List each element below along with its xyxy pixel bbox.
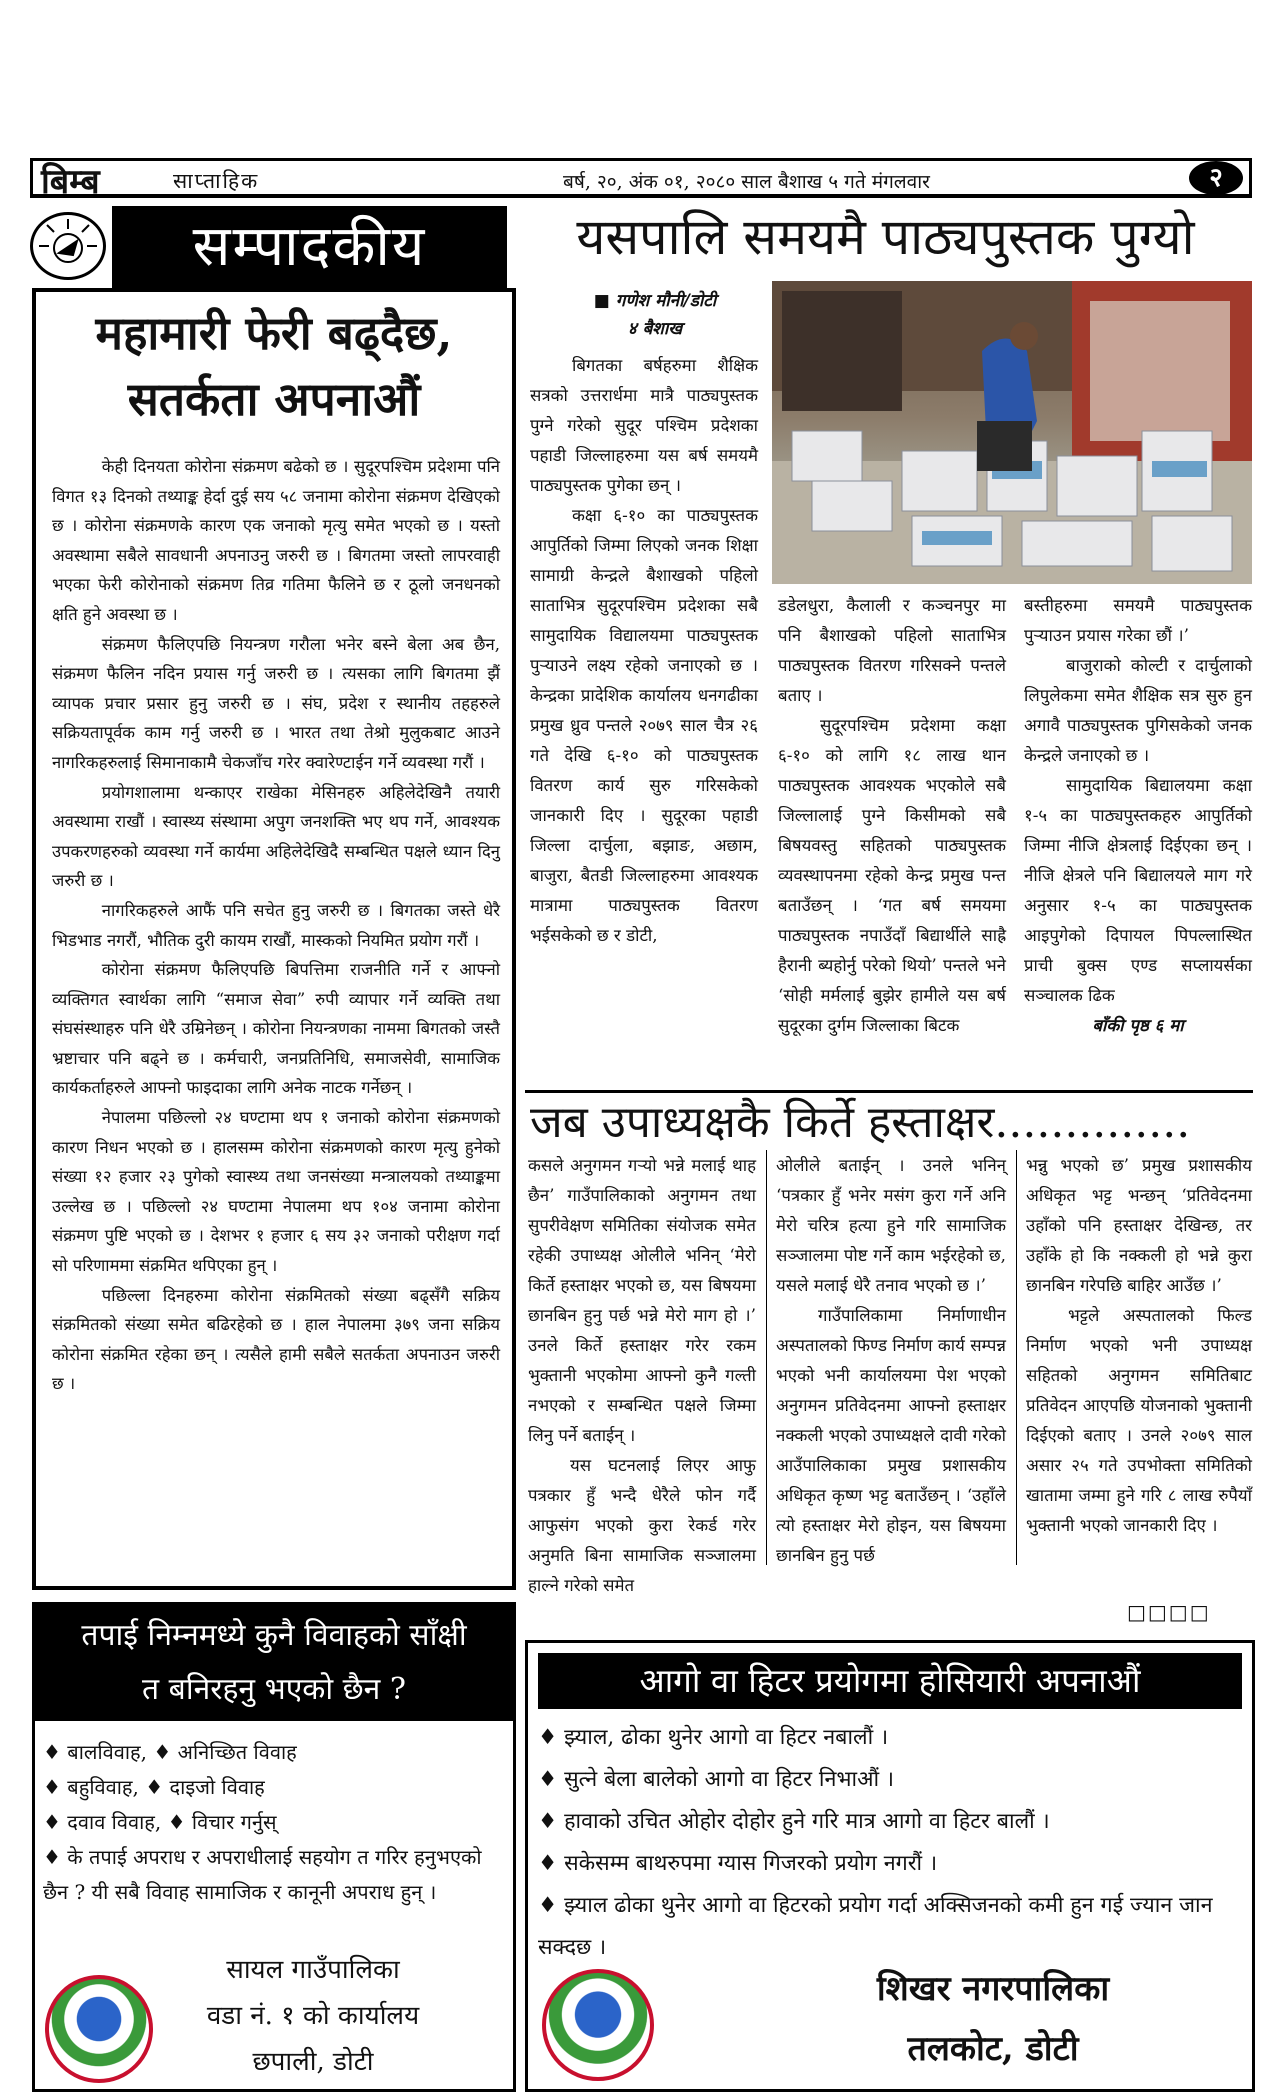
masthead xyxy=(30,158,1252,202)
editorial-paragraph: नागरिकहरुले आफैं पनि सचेत हुनु जरुरी छ । बिगतका जस्ते धेरै भिडभाड नगरौं, भौतिक दुरी कायम राखौं, मास्कको नियमित प्रयोग गरौं । xyxy=(52,900,500,950)
marriage-notice-heading-line1: तपाई निम्नमध्ये कुनै विवाहको साँक्षी xyxy=(81,1618,467,1653)
office-name: शिखर नगरपालिका xyxy=(876,1969,1110,2009)
column-rule xyxy=(1016,1150,1017,1565)
editorial-box xyxy=(32,288,516,1590)
list-item: ♦ हावाको उचित ओहोर दोहोर हुने गरि मात्र आगो वा हिटर बालौं । xyxy=(538,1809,1050,1834)
office-ward: वडा नं. १ को कार्यालय xyxy=(206,2001,420,2031)
editorial-paragraph: प्रयोगशालामा थन्काएर राखेका मेसिनहरु अहिलेदेखिनै तयारी अवस्थामा राखौं । स्वास्थ्य संस्थामा अपुग जनशक्ति भए थप गर्ने, आवश्यक उपकरणहरुको व्यवस्था गर्ने कार्यमा अहिलेदेखिदै सम्बन्धित पक्षले ध्यान दिनु जरुरी छ । xyxy=(52,782,500,891)
story2-column-1 xyxy=(528,1150,756,1600)
marriage-notice-heading xyxy=(35,1605,513,1721)
lead-story-paragraph: बिगतका बर्षहरुमा शैक्षिक सत्रको उत्तरार्धमा मात्रै पाठ्यपुस्तक पुग्ने गरेको सुदूर पश्चिम प्रदेशका पहाडी जिल्लाहरुमा यस बर्ष समयमै पाठ्यपुस्तक पुगेका छन् । xyxy=(530,355,758,495)
list-item: ♦ सकेसम्म बाथरुपमा ग्यास गिजरको प्रयोग नगरौं । xyxy=(538,1851,938,1876)
list-item: ♦ बहुविवाह, ♦ दाइजो विवाह xyxy=(43,1775,265,1799)
municipality-seal-icon xyxy=(542,1969,654,2081)
lead-story-column-2 xyxy=(778,590,1006,1040)
lead-story-paragraph: सामुदायिक बिद्यालयमा कक्षा १-५ का पाठ्यपुस्तकहरु आपुर्तिको जिम्मा नीजि क्षेत्रलाई दिईएका छन् । नीजि क्षेत्रले पनि बिद्यालयले माग गरे अनुसार १-५ का पाठ्यपुस्तक आइपुगेको दिपायल पिपल्लास्थित प्राची बुक्स एण्ड सप्लायर्सका सञ्चालक ढिक xyxy=(1024,775,1252,1005)
ward-office-signature xyxy=(135,1947,491,2085)
story2-paragraph: यस घटनलाई लिएर आफु पत्रकार हुँ भन्दै धेरैले फोन गर्दै आफुसंग भएको कुरा रेकर्ड गरेर अनुमति बिना सामाजिक सञ्जालमा हाल्ने गरेको समेत xyxy=(528,1455,756,1595)
byline xyxy=(550,287,760,343)
list-item: ♦ सुत्ने बेला बालेको आगो वा हिटर निभाऔं । xyxy=(538,1767,895,1792)
editorial-body xyxy=(52,452,500,1399)
newspaper-logo: बिम्ब xyxy=(41,162,100,202)
marriage-notice-list xyxy=(43,1735,509,1910)
lead-story-column-1 xyxy=(530,350,758,950)
fire-safety-list xyxy=(538,1717,1244,1969)
story2-column-2 xyxy=(776,1150,1006,1570)
editorial-paragraph: कोरोना संक्रमण फैलिएपछि बिपत्तिमा राजनीति गर्ने र आफ्नो व्यक्तिगत स्वार्थका लागि “समाज सेवा” रुपी व्यापार गर्ने व्यक्ति तथा संघसंस्थाहरु पनि धेरै उम्रिनेछन् । कोरोना नियन्त्रणका नाममा बिगतको जस्तै भ्रष्टाचार पनि बढ्ने छ । कर्मचारी, जनप्रतिनिधि, समाजसेवी, सामाजिक कार्यकर्ताहरुले आफ्नो फाइदाका लागि अनेक नाटक गर्नेछन् । xyxy=(52,960,500,1098)
editorial-paragraph: संक्रमण फैलिएपछि नियन्त्रण गरौला भनेर बस्ने बेला अब छैन, संक्रमण फैलिन नदिन प्रयास गर्नु जरुरी छ । त्यसका लागि बिगतमा झैं व्यापक प्रचार प्रसार हुनु जरुरी छ । संघ, प्रदेश र स्थानीय तहहरुले सक्रियतापूर्वक काम गर्नु जरुरी छ । भारत तथा तेश्रो मुलुकबाट आउने नागरिकहरुलाई सिमानाकामै चेकजाँच गरेर क्वारेण्टाईन गर्ने व्यवस्था गरौं । xyxy=(52,634,500,772)
story2-paragraph: ओलीले बताईन् । उनले भनिन् ‘पत्रकार हुँ भनेर मसंग कुरा गर्ने अनि मेरो चरित्र हत्या हुने गरि सामाजिक सञ्जालमा पोष्ट गर्ने काम भईरहेको छ, यसले मलाई धेरै तनाव भएको छ ।’ xyxy=(776,1155,1006,1295)
story2-paragraph: भट्टले अस्पतालको फिल्ड निर्माण भएको भनी उपाध्यक्ष सहितको अनुगमन समितिबाट प्रतिवेदन आएपछि योजनाको भुक्तानी दिईएको बताए । उनले २०७९ साल असार २५ गते उपभोक्ता समितिको खातामा जम्मा हुने गरि ८ लाख रुपैयाँ भुक्तानी भएको जानकारी दिए । xyxy=(1026,1305,1252,1535)
fire-safety-notice-box xyxy=(525,1640,1255,2092)
fire-safety-heading: आगो वा हिटर प्रयोगमा होसियारी अपनाऔं xyxy=(538,1653,1242,1709)
editorial-emblem-icon xyxy=(30,212,106,280)
lead-story-paragraph: डडेलधुरा, कैलाली र कञ्चनपुर मा पनि बैशाखको पहिलो साताभित्र पाठ्यपुस्तक वितरण गरिसक्ने पन्तले बताए । xyxy=(778,595,1006,705)
weekly-label: साप्ताहिक xyxy=(173,169,260,193)
continued-note: बाँकी पृष्ठ ६ मा xyxy=(1092,1015,1184,1035)
story2-paragraph: कसले अनुगमन गऱ्यो भन्ने मलाई थाह छैन’ गाउँपालिकाको अनुगमन तथा सुपरीवेक्षण समितिका संयोजक समेत रहेकी उपाध्यक्ष ओलीले भनिन् ‘मेरो किर्ते हस्ताक्षर भएको छ, यस बिषयमा छानबिन हुनु पर्छ भन्ने मेरो माग हो ।’ उनले किर्ते हस्ताक्षर गरेर रकम भुक्तानी भएकोमा आफ्नो कुनै गल्ती नभएको र सम्बन्धित पक्षले जिम्मा लिनु पर्ने बताईन् । xyxy=(528,1155,756,1445)
list-item: ♦ झ्याल, ढोका थुनेर आगो वा हिटर नबालौं । xyxy=(538,1725,889,1750)
lead-story-paragraph: बस्तीहरुमा समयमै पाठ्यपुस्तक पुऱ्याउन प्रयास गरेका छौं ।’ xyxy=(1024,595,1252,645)
lead-story-headline: यसपालि समयमै पाठ्यपुस्तक पुग्यो xyxy=(576,208,1195,266)
lead-story-paragraph: बाजुराको कोल्टी र दार्चुलाको लिपुलेकमा समेत शैक्षिक सत्र सुरु हुन अगावै पाठ्यपुस्तक पुगिसकेको जनक केन्द्रले जनाएको छ । xyxy=(1024,655,1252,765)
list-item: ♦ झ्याल ढोका थुनेर आगो वा हिटरको प्रयोग गर्दा अक्सिजनको कमी हुन गई ज्यान जान सक्दछ । xyxy=(538,1893,1213,1960)
list-item: ♦ बालविवाह, ♦ अनिच्छित विवाह xyxy=(43,1740,297,1764)
editorial-title-line1: महामारी फेरी बढ्दैछ, xyxy=(95,306,453,360)
page-number: २ xyxy=(1189,161,1243,195)
list-item: ♦ दवाव विवाह, ♦ विचार गर्नुस् xyxy=(43,1810,277,1834)
editorial-paragraph: पछिल्ला दिनहरुमा कोरोना संक्रमितको संख्या बढ्सँगै सक्रिय संक्रमितको संख्या समेत बढिरहेको छ । हाल नेपालमा ३७९ जना सक्रिय कोरोना संक्रमित रहेका छन् । त्यसैले हामी सबैले सतर्कता अपनाउन जरुरी छ । xyxy=(52,1285,500,1394)
editorial-title-line2: सतर्कता अपनाऔं xyxy=(127,372,421,426)
office-location: तलकोट, डोटी xyxy=(907,2029,1079,2069)
editorial-title xyxy=(36,300,512,432)
municipality-signature xyxy=(748,1959,1238,2079)
story-end-mark: □□□□ xyxy=(1127,1600,1211,1624)
editorial-banner: सम्पादकीय xyxy=(112,206,507,288)
lead-story-paragraph: सुदूरपश्चिम प्रदेशमा कक्षा ६-१० को लागि १८ लाख थान पाठ्यपुस्तक आवश्यक भएकोले सबै जिल्लालाई पुग्ने किसीमको सबै बिषयवस्तु सहितको पाठ्यपुस्तक व्यवस्थापनमा रहेको केन्द्र प्रमुख पन्त बताउँछन् । ‘गत बर्ष समयमा पाठ्यपुस्तक नपाउँदाँ बिद्यार्थीले साह्रै हैरानी ब्यहोर्नु परेको थियो’ पन्तले भने ‘सोही मर्मलाई बुझेर हामीले यस बर्ष सुदूरका दुर्गम जिल्लाका बिटक xyxy=(778,715,1006,1035)
office-name: सायल गाउँपालिका xyxy=(226,1955,400,1985)
lead-story-column-3 xyxy=(1024,590,1252,1040)
list-item: ♦ के तपाई अपराध र अपराधीलाई सहयोग त गरिर हनुभएको छैन ? यी सबै विवाह सामाजिक र कानूनी अपराध हुन् । xyxy=(43,1845,482,1904)
textbooks-photo xyxy=(772,281,1252,584)
issue-date-line: बर्ष, २०, अंक ०१, २०८० साल बैशाख ५ गते मंगलवार xyxy=(563,171,930,193)
byline-dateline: ४ बैशाख xyxy=(627,319,683,339)
editorial-paragraph: नेपालमा पछिल्लो २४ घण्टामा थप १ जनाको कोरोना संक्रमणको कारण निधन भएको छ । हालसम्म कोरोना संक्रमणको कारण मृत्यु हुनेको संख्या १२ हजार २३ पुगेको स्वास्थ्य तथा जनसंख्या मन्त्रालयको तथ्याङ्कमा उल्लेख छ । पछिल्लो २४ घण्टामा नेपालमा थप १०४ जनामा कोरोना संक्रमण पुष्टि भएको छ । देशभर १ हजार ६ सय ३२ जनाको परीक्षण गर्दा सो परिणाममा संक्रमित थपिएका हुन् । xyxy=(52,1108,500,1276)
lead-story-paragraph: कक्षा ६-१० का पाठ्यपुस्तक आपुर्तिको जिम्मा लिएको जनक शिक्षा सामाग्री केन्द्रले बैशाखको पहिलो साताभित्र सुदूरपश्चिम प्रदेशका सबै सामुदायिक विद्यालयमा पाठ्यपुस्तक पुऱ्याउने लक्ष्य रहेको जनाएको छ । केन्द्रका प्रादेशिक कार्यालय धनगढीका प्रमुख ध्रुव पन्तले २०७९ साल चैत्र २६ गते देखि ६-१० को पाठ्यपुस्तक वितरण कार्य सुरु गरिसकेको जानकारी दिए । सुदूरका पहाडी जिल्ला दार्चुला, बझाङ, अछाम, बाजुरा, बैतडी जिल्लाहरुमा आवश्यक मात्रामा पाठ्यपुस्तक वितरण भईसकेको छ र डोटी, xyxy=(530,505,758,945)
byline-author: ■ गणेश मौनी/डोटी xyxy=(593,291,717,311)
story2-headline: जब उपाध्यक्षकै किर्ते हस्ताक्षर.............. xyxy=(530,1097,1191,1148)
marriage-notice-box xyxy=(32,1602,516,2092)
marriage-notice-heading-line2: त बनिरहनु भएको छैन ? xyxy=(142,1672,406,1707)
column-rule xyxy=(766,1150,767,1565)
story2-paragraph: गाउँपालिकामा निर्माणाधीन अस्पतालको फिण्ड निर्माण कार्य सम्पन्न भएको भनी कार्यालयमा पेश भएको अनुगमन प्रतिवेदनमा आफ्नो हस्ताक्षर नक्कली भएको उपाध्यक्षले दावी गरेको आउँपालिकाका प्रमुख प्रशासकीय अधिकृत कृष्ण भट्ट बताउँछन् । ‘उहाँले त्यो हस्ताक्षर मेरो होइन, यस बिषयमा छानबिन हुनु पर्छ xyxy=(776,1305,1006,1565)
story2-paragraph: भन्नु भएको छ’ प्रमुख प्रशासकीय अधिकृत भट्ट भन्छन् ‘प्रतिवेदनमा उहाँको पनि हस्ताक्षर देखिन्छ, तर उहाँके हो कि नक्कली हो भन्ने कुरा छानबिन गरेपछि बाहिर आउँछ ।’ xyxy=(1026,1155,1252,1295)
story2-column-3 xyxy=(1026,1150,1252,1540)
office-location: छपाली, डोटी xyxy=(252,2047,374,2077)
editorial-paragraph: केही दिनयता कोरोना संक्रमण बढेको छ । सुदूरपश्चिम प्रदेशमा पनि विगत १३ दिनको तथ्याङ्क हेर्दा दुई सय ५८ जनामा कोरोना संक्रमण देखिएको छ । कोरोना संक्रमणके कारण एक जनाको मृत्यु समेत भएको छ । यस्तो अवस्थामा सबैले सावधानी अपनाउनु जरुरी छ । बिगतमा जस्तो लापरवाही भएका फेरी कोरोनाको संक्रमण तिव्र गतिमा फैलिने छ र ठूलो जनधनको क्षति हुने अवस्था छ । xyxy=(52,457,500,624)
